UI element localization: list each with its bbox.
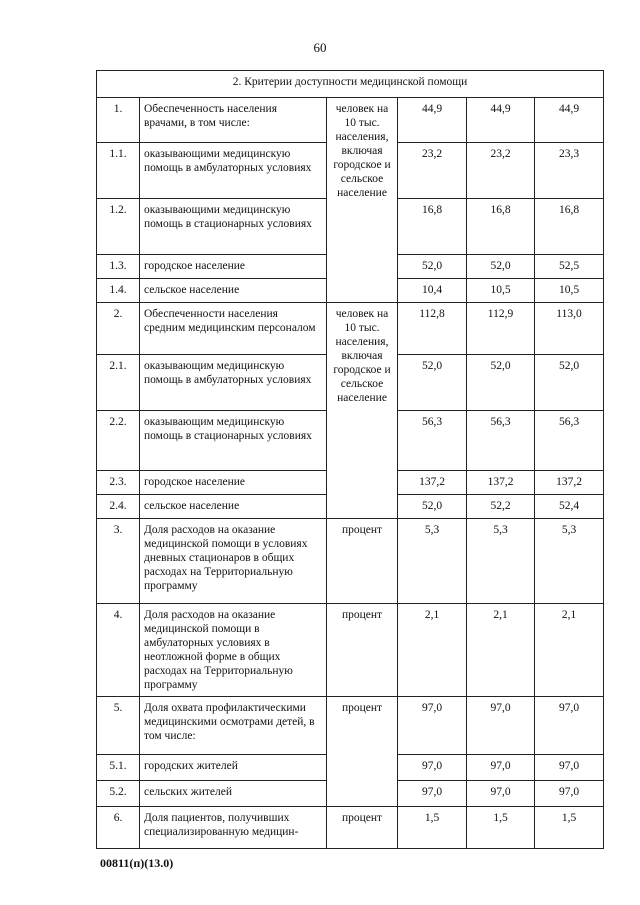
row-name: городских жителей bbox=[140, 755, 327, 781]
value-2: 23,2 bbox=[467, 143, 535, 199]
value-3: 2,1 bbox=[535, 604, 604, 697]
value-1: 10,4 bbox=[398, 279, 467, 303]
value-2: 52,0 bbox=[467, 355, 535, 411]
row-unit: человек на 10 тыс. населения, включая городское и сельское население bbox=[327, 98, 398, 303]
value-1: 44,9 bbox=[398, 98, 467, 143]
value-1: 2,1 bbox=[398, 604, 467, 697]
value-3: 44,9 bbox=[535, 98, 604, 143]
row-number: 2.4. bbox=[97, 495, 140, 519]
row-number: 1.4. bbox=[97, 279, 140, 303]
value-2: 137,2 bbox=[467, 471, 535, 495]
value-1: 52,0 bbox=[398, 255, 467, 279]
row-name: Доля расходов на оказание медицинской помощи в условиях дневных стационаров в общих расходах на Территориальную программу bbox=[140, 519, 327, 604]
value-1: 112,8 bbox=[398, 303, 467, 355]
row-number: 2. bbox=[97, 303, 140, 355]
value-1: 23,2 bbox=[398, 143, 467, 199]
value-1: 97,0 bbox=[398, 781, 467, 807]
row-number: 1.2. bbox=[97, 199, 140, 255]
value-3: 113,0 bbox=[535, 303, 604, 355]
row-name: городское население bbox=[140, 471, 327, 495]
value-2: 56,3 bbox=[467, 411, 535, 471]
row-number: 6. bbox=[97, 807, 140, 849]
row-number: 2.1. bbox=[97, 355, 140, 411]
table-row bbox=[97, 807, 604, 849]
row-name: оказывающим медицинскую помощь в амбулаторных условиях bbox=[140, 355, 327, 411]
row-name: Доля расходов на оказание медицинской помощи в амбулаторных условиях в неотложной форме в общих расходах на Территориальную программу bbox=[140, 604, 327, 697]
value-3: 5,3 bbox=[535, 519, 604, 604]
value-1: 1,5 bbox=[398, 807, 467, 849]
value-2: 112,9 bbox=[467, 303, 535, 355]
table-row bbox=[97, 697, 604, 755]
value-1: 97,0 bbox=[398, 755, 467, 781]
value-2: 1,5 bbox=[467, 807, 535, 849]
value-1: 52,0 bbox=[398, 355, 467, 411]
value-1: 137,2 bbox=[398, 471, 467, 495]
value-3: 52,4 bbox=[535, 495, 604, 519]
row-name: оказывающими медицинскую помощь в стационарных условиях bbox=[140, 199, 327, 255]
row-number: 5.1. bbox=[97, 755, 140, 781]
value-3: 97,0 bbox=[535, 697, 604, 755]
value-3: 52,0 bbox=[535, 355, 604, 411]
row-name: сельских жителей bbox=[140, 781, 327, 807]
row-number: 2.2. bbox=[97, 411, 140, 471]
row-unit: процент bbox=[327, 697, 398, 807]
criteria-table bbox=[96, 70, 604, 849]
row-number: 1.3. bbox=[97, 255, 140, 279]
value-3: 52,5 bbox=[535, 255, 604, 279]
value-3: 97,0 bbox=[535, 781, 604, 807]
row-name: городское население bbox=[140, 255, 327, 279]
value-2: 10,5 bbox=[467, 279, 535, 303]
value-3: 56,3 bbox=[535, 411, 604, 471]
row-number: 5. bbox=[97, 697, 140, 755]
row-name: Обеспеченности населения средним медицинским персоналом bbox=[140, 303, 327, 355]
row-name: оказывающими медицинскую помощь в амбулаторных условиях bbox=[140, 143, 327, 199]
value-2: 97,0 bbox=[467, 781, 535, 807]
row-name: сельское население bbox=[140, 279, 327, 303]
row-number: 3. bbox=[97, 519, 140, 604]
page-number: 60 bbox=[313, 40, 327, 55]
section-title: 2. Критерии доступности медицинской помощи bbox=[97, 71, 604, 98]
value-2: 52,2 bbox=[467, 495, 535, 519]
section-header-row bbox=[97, 71, 604, 98]
value-3: 137,2 bbox=[535, 471, 604, 495]
row-unit: процент bbox=[327, 807, 398, 849]
table-row bbox=[97, 519, 604, 604]
value-3: 97,0 bbox=[535, 755, 604, 781]
value-3: 10,5 bbox=[535, 279, 604, 303]
value-1: 56,3 bbox=[398, 411, 467, 471]
value-2: 52,0 bbox=[467, 255, 535, 279]
value-2: 2,1 bbox=[467, 604, 535, 697]
row-name: Доля пациентов, получивших специализированную медицин- bbox=[140, 807, 327, 849]
value-2: 97,0 bbox=[467, 755, 535, 781]
row-number: 5.2. bbox=[97, 781, 140, 807]
table-row bbox=[97, 303, 604, 355]
row-unit: человек на 10 тыс. населения, включая городское и сельское население bbox=[327, 303, 398, 519]
value-2: 97,0 bbox=[467, 697, 535, 755]
row-unit: процент bbox=[327, 519, 398, 604]
value-3: 1,5 bbox=[535, 807, 604, 849]
row-number: 4. bbox=[97, 604, 140, 697]
table-row bbox=[97, 604, 604, 697]
value-2: 44,9 bbox=[467, 98, 535, 143]
value-1: 52,0 bbox=[398, 495, 467, 519]
row-name: оказывающим медицинскую помощь в стационарных условиях bbox=[140, 411, 327, 471]
row-name: сельское население bbox=[140, 495, 327, 519]
value-2: 5,3 bbox=[467, 519, 535, 604]
table-row bbox=[97, 98, 604, 143]
value-1: 16,8 bbox=[398, 199, 467, 255]
document-code: 00811(п)(13.0) bbox=[100, 856, 174, 870]
row-unit: процент bbox=[327, 604, 398, 697]
value-2: 16,8 bbox=[467, 199, 535, 255]
value-3: 23,3 bbox=[535, 143, 604, 199]
row-name: Обеспеченность населения врачами, в том числе: bbox=[140, 98, 327, 143]
row-number: 2.3. bbox=[97, 471, 140, 495]
value-1: 5,3 bbox=[398, 519, 467, 604]
row-number: 1. bbox=[97, 98, 140, 143]
value-3: 16,8 bbox=[535, 199, 604, 255]
row-number: 1.1. bbox=[97, 143, 140, 199]
value-1: 97,0 bbox=[398, 697, 467, 755]
row-name: Доля охвата профилактическими медицинскими осмотрами детей, в том числе: bbox=[140, 697, 327, 755]
